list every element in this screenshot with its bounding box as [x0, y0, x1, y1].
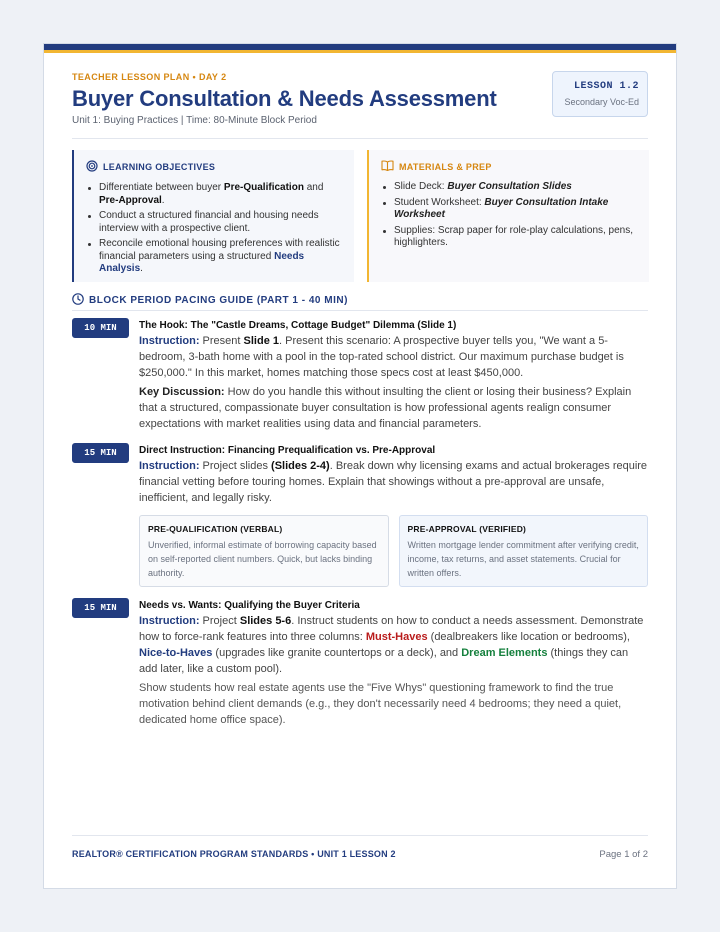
five-whys-text: Show students how real estate agents use the "Five Whys" questioning framework to find the true motivation behind client demands (e.g., they don't necessarily need 4 bedrooms; they need a quiet, dedicated home office space). [139, 682, 622, 726]
list-item: Supplies: Scrap paper for role-play calculations, pens, highlighters. [381, 225, 637, 250]
book-icon [381, 160, 394, 173]
pacing-block-needs-wants [72, 598, 648, 728]
pacing-block-body [139, 445, 648, 587]
list-item: Differentiate between buyer Pre-Qualification and Pre-Approval. [86, 182, 342, 207]
lesson-plan-page [43, 43, 677, 889]
pre-qualification-card [139, 515, 389, 587]
pacing-heading-text: BLOCK PERIOD PACING GUIDE (PART 1 - 40 MIN) [89, 295, 348, 306]
materials-list [381, 181, 637, 250]
card-text: Unverified, informal estimate of borrowing capacity based on self-reported client numbers. Quick, but lacks binding authority. [148, 540, 377, 578]
target-icon [86, 160, 98, 174]
page-number: Page 1 of 2 [599, 849, 648, 860]
top-accent-stripe [44, 50, 676, 53]
list-item: Student Worksheet: Buyer Consultation Intake Worksheet [381, 197, 637, 222]
pacing-block-hook [72, 318, 648, 432]
pacing-guide-heading [72, 293, 348, 308]
eyebrow-label: TEACHER LESSON PLAN • DAY 2 [72, 72, 227, 82]
clock-icon [72, 293, 84, 308]
footer-standards: REALTOR® CERTIFICATION PROGRAM STANDARDS • UNIT 1 LESSON 2 [72, 849, 396, 859]
card-title: PRE-APPROVAL (VERIFIED) [407, 524, 527, 534]
footer-divider [72, 835, 648, 836]
card-title: PRE-QUALIFICATION (VERBAL) [148, 524, 283, 534]
comparison-cards [139, 515, 648, 587]
pacing-block-title: Needs vs. Wants: Qualifying the Buyer Criteria [139, 600, 360, 611]
pacing-block-body [139, 600, 648, 728]
objectives-list [86, 182, 342, 276]
pacing-block-title: The Hook: The "Castle Dreams, Cottage Budget" Dilemma (Slide 1) [139, 320, 457, 331]
materials-prep-box [367, 150, 649, 282]
pacing-divider [72, 310, 648, 311]
lesson-code: LESSON 1.2 [573, 81, 639, 92]
time-badge: 15 MIN [72, 443, 129, 463]
materials-heading [381, 160, 637, 173]
pacing-block-title: Direct Instruction: Financing Prequalification vs. Pre-Approval [139, 445, 436, 456]
lesson-badge [552, 71, 648, 117]
page-subtitle: Unit 1: Buying Practices | Time: 80-Minute Block Period [72, 115, 317, 126]
list-item: Slide Deck: Buyer Consultation Slides [381, 181, 637, 194]
instruction-text: Instruction: Present Slide 1. Present this scenario: A prospective buyer tells you, "We want a 5-bedroom, 3-bath home with a pool in the top-rated school district. Our maximum purchase budget is $250,000." In this market, homes matching those specs cost at least $450,000. [139, 335, 624, 379]
time-badge: 15 MIN [72, 598, 129, 618]
nice-to-haves-label: Nice-to-Haves [139, 647, 213, 659]
list-item: Reconcile emotional housing preferences with realistic financial parameters using a structured Needs Analysis. [86, 238, 342, 276]
card-text: Written mortgage lender commitment after verifying credit, income, tax returns, and asset statements. Crucial for written offers. [407, 540, 639, 578]
materials-heading-text: MATERIALS & PREP [399, 161, 492, 172]
instruction-text: Instruction: Project slides (Slides 2-4). Break down why licensing exams and actual brokerages require financial vetting before touring homes. Explain that showings without a pre-approval are unsafe, inefficient, and legally risky. [139, 460, 648, 504]
time-badge: 10 MIN [72, 318, 129, 338]
list-item: Conduct a structured financial and housing needs interview with a prospective client. [86, 210, 342, 235]
pacing-block-direct-instruction [72, 443, 648, 587]
dream-elements-label: Dream Elements [461, 647, 548, 659]
pre-approval-card [399, 515, 649, 587]
lesson-level: Secondary Voc-Ed [564, 97, 639, 107]
key-discussion-text: Key Discussion: How do you handle this without insulting the client or losing their business? Explain that a structured, compassionate buyer consultation is how professional agents realign consumer expectations with market realities using data and financial parameters. [139, 386, 632, 430]
page-title: Buyer Consultation & Needs Assessment [72, 86, 497, 111]
instruction-text: Instruction: Project Slides 5-6. Instruct students on how to conduct a needs assessment. Demonstrate how to force-rank features into three columns: Must-Haves (dealbreakers like location or bedrooms), Nice-to-Haves (upgrades like granite countertops or a deck), and Dream Elements (things they can add later, like a custom pool). [139, 615, 644, 675]
learning-objectives-box [72, 150, 354, 282]
header-divider [72, 138, 648, 139]
pacing-block-body [139, 320, 648, 432]
must-haves-label: Must-Haves [365, 631, 428, 643]
objectives-heading-text: LEARNING OBJECTIVES [103, 162, 216, 172]
objectives-heading [86, 160, 342, 174]
